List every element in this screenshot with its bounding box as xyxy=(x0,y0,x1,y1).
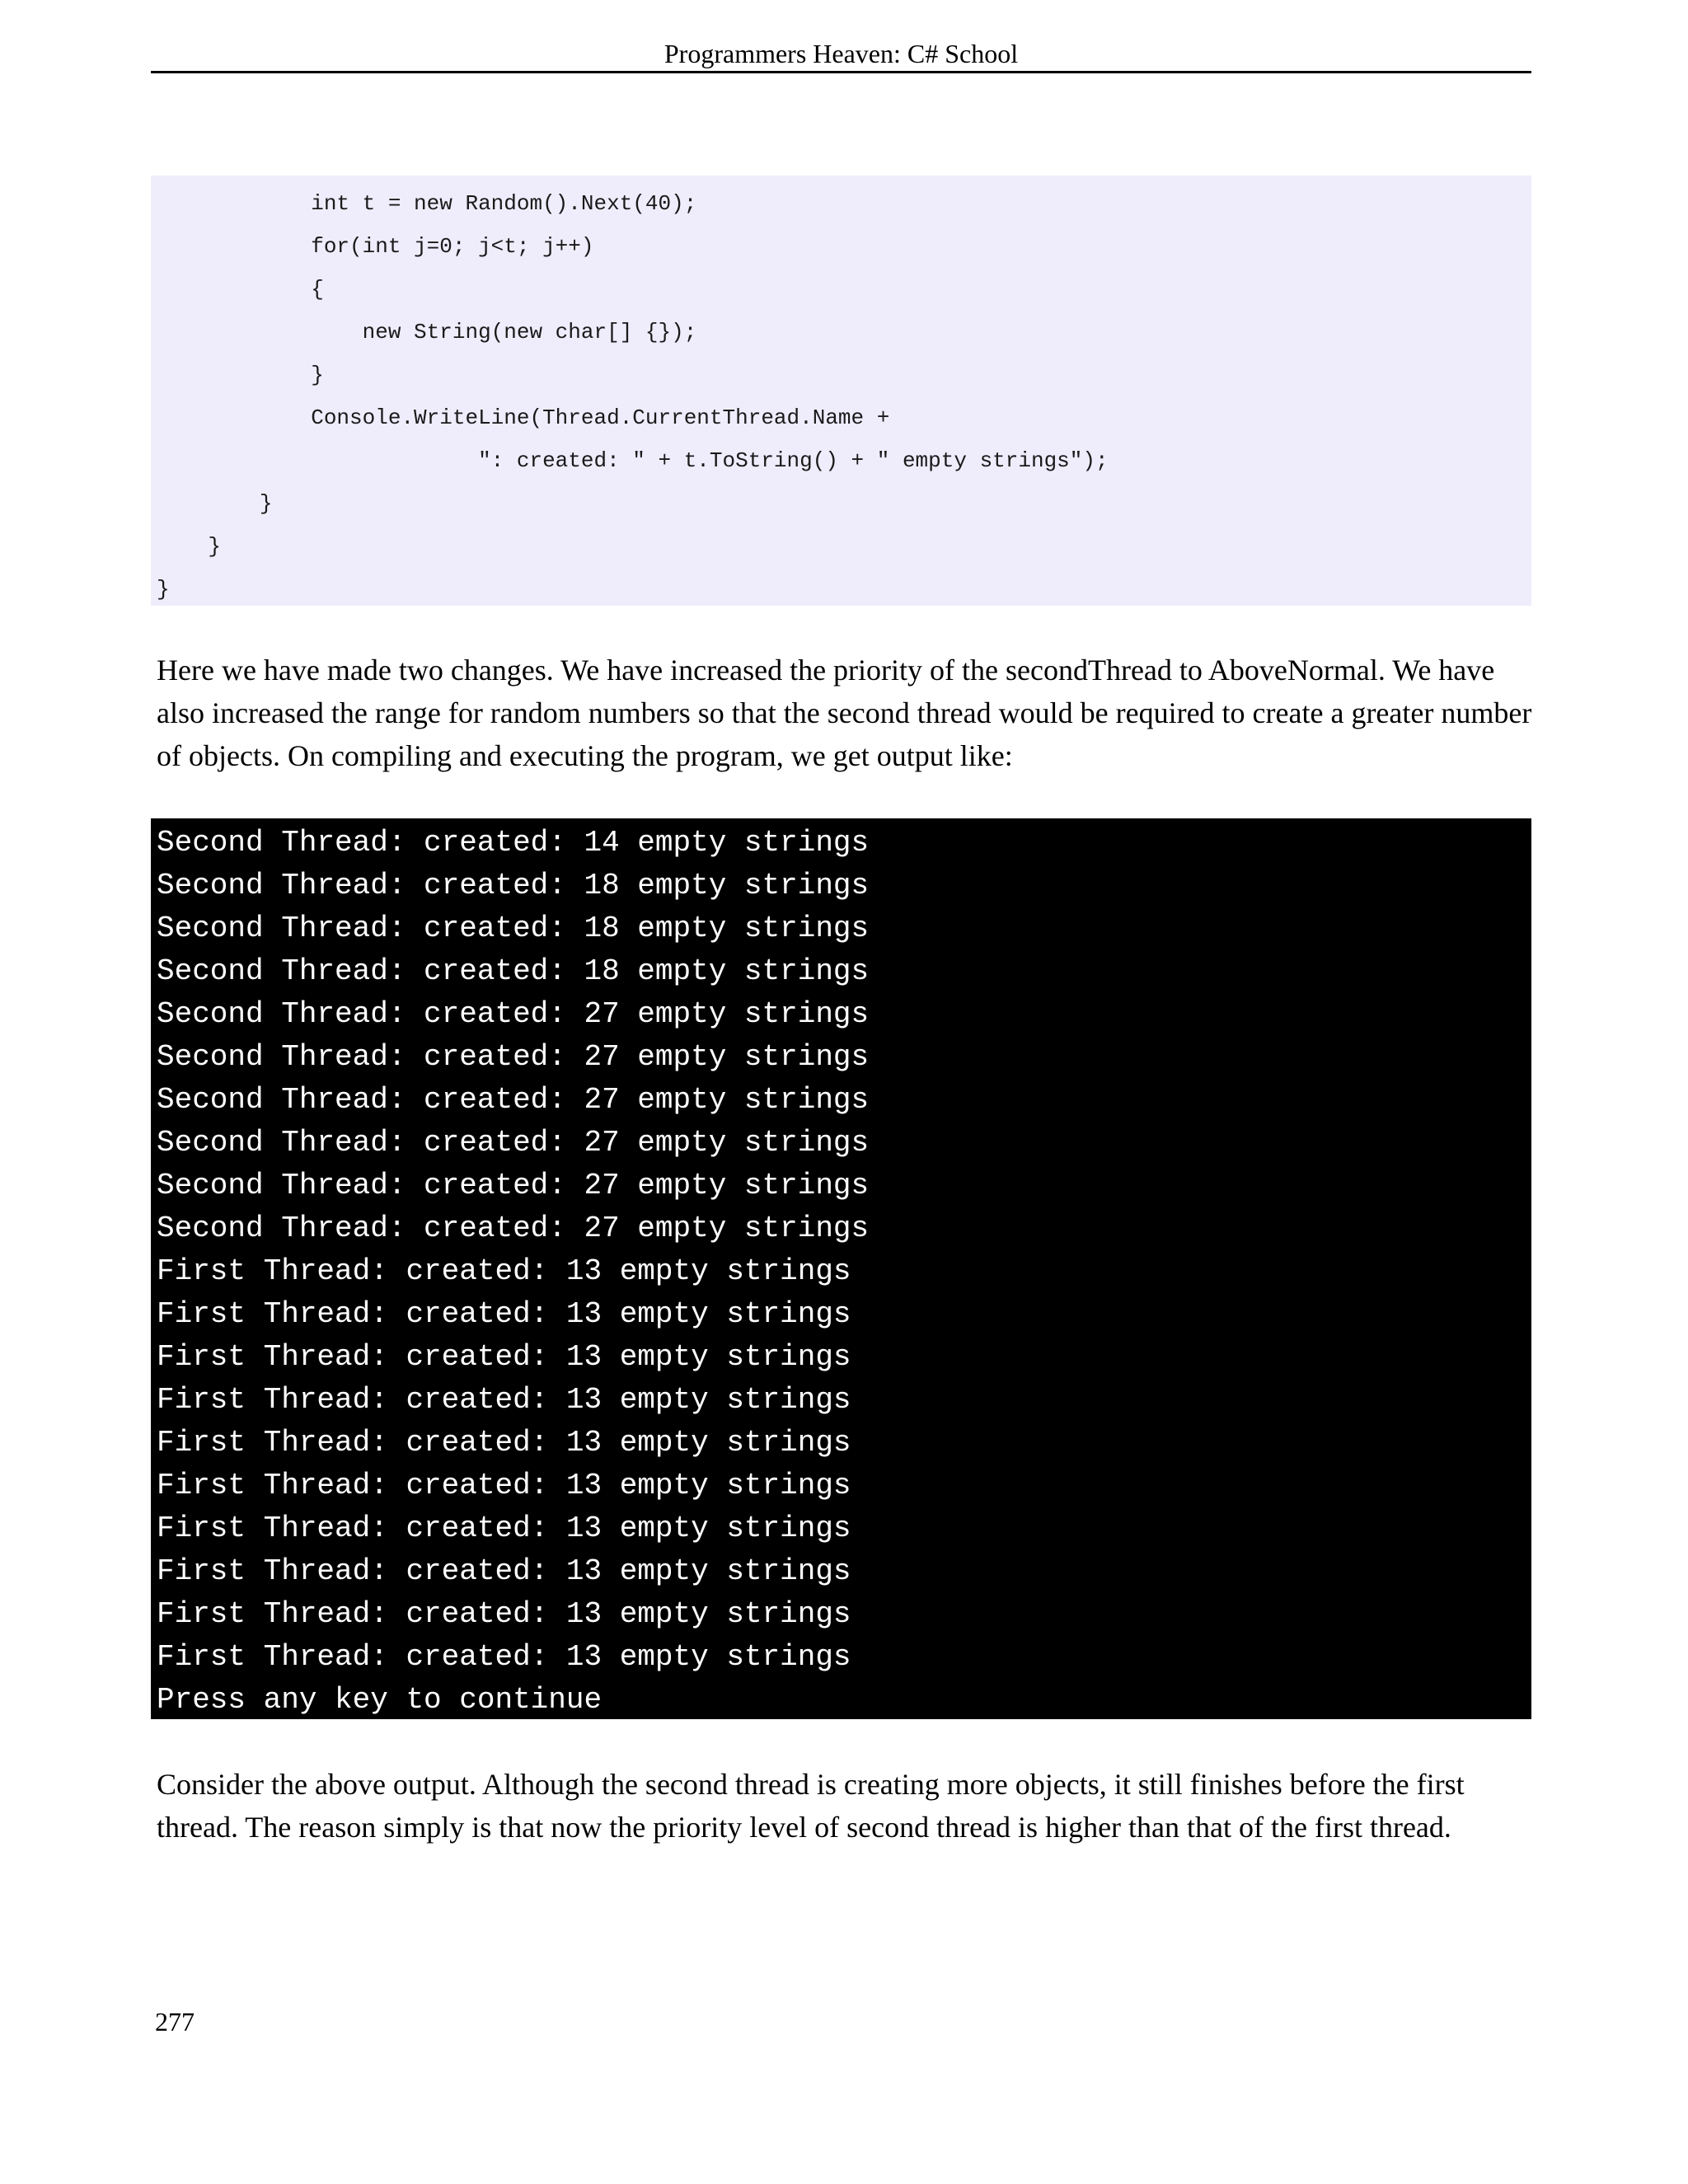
console-line: Second Thread: created: 27 empty strings xyxy=(157,1169,870,1202)
page-header: Programmers Heaven: C# School xyxy=(151,36,1531,73)
console-line: First Thread: created: 13 empty strings xyxy=(157,1383,851,1417)
console-line: First Thread: created: 13 empty strings xyxy=(157,1297,851,1331)
console-line: First Thread: created: 13 empty strings xyxy=(157,1469,851,1502)
console-line: Second Thread: created: 18 empty strings xyxy=(157,912,870,945)
console-line: Second Thread: created: 14 empty strings xyxy=(157,826,870,860)
code-line: } xyxy=(157,363,324,387)
console-line: First Thread: created: 13 empty strings xyxy=(157,1426,851,1460)
code-line: { xyxy=(157,277,324,302)
code-line: ": created: " + t.ToString() + " empty strings"); xyxy=(157,448,1109,473)
code-line: } xyxy=(157,577,170,602)
console-line: First Thread: created: 13 empty strings xyxy=(157,1511,851,1545)
console-output xyxy=(151,818,1531,1719)
console-line: First Thread: created: 13 empty strings xyxy=(157,1254,851,1288)
code-line: new String(new char[] {}); xyxy=(157,320,697,344)
console-line: Second Thread: created: 27 empty strings xyxy=(157,1040,870,1074)
console-line: First Thread: created: 13 empty strings xyxy=(157,1340,851,1374)
console-line: Second Thread: created: 27 empty strings xyxy=(157,997,870,1031)
page-number: 277 xyxy=(155,2007,195,2036)
console-line: Second Thread: created: 18 empty strings xyxy=(157,954,870,988)
code-line: for(int j=0; j<t; j++) xyxy=(157,234,594,259)
console-line: First Thread: created: 13 empty strings xyxy=(157,1597,851,1631)
console-line: First Thread: created: 13 empty strings xyxy=(157,1554,851,1588)
console-line: Second Thread: created: 27 empty strings xyxy=(157,1212,870,1245)
body-paragraph: Here we have made two changes. We have increased the priority of the secondThread to AboveNormal. We have also increased the range for random numbers so that the second thread would be required to create a greater number of objects. On compiling and executing the program, we get output like: xyxy=(157,654,1532,772)
code-block xyxy=(151,176,1531,606)
console-line: First Thread: created: 13 empty strings xyxy=(157,1640,851,1674)
code-line: } xyxy=(157,534,222,559)
code-line: } xyxy=(157,491,273,516)
code-line: Console.WriteLine(Thread.CurrentThread.Name + xyxy=(157,405,890,430)
console-line: Second Thread: created: 27 empty strings xyxy=(157,1083,870,1117)
console-line: Second Thread: created: 27 empty strings xyxy=(157,1126,870,1160)
console-line: Press any key to continue xyxy=(157,1683,603,1717)
code-line: int t = new Random().Next(40); xyxy=(157,191,697,216)
console-line: Second Thread: created: 18 empty strings xyxy=(157,869,870,902)
body-paragraph: Consider the above output. Although the second thread is creating more objects, it still finishes before the first thread. The reason simply is that now the priority level of second thread is higher than that of the first thread. xyxy=(157,1768,1465,1844)
